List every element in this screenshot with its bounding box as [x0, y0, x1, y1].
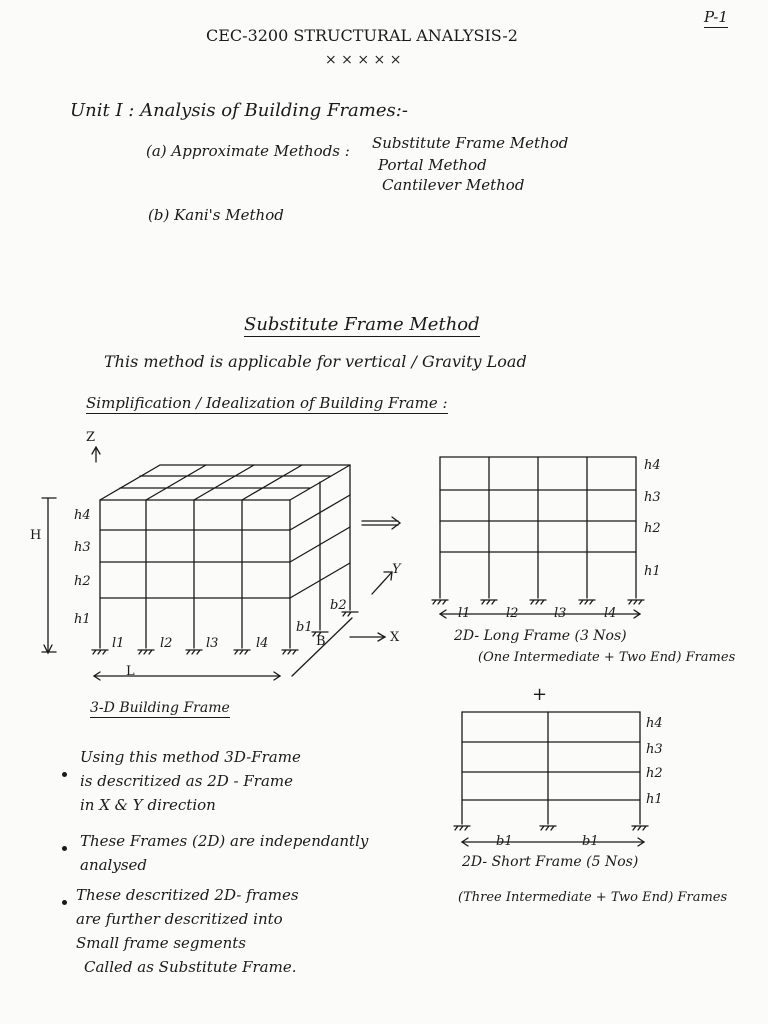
bullet-marker-1 [62, 772, 67, 777]
bay-label-l3: l3 [206, 636, 219, 651]
long-bay-l4: l4 [604, 606, 617, 621]
long-storey-h4: h4 [644, 458, 661, 473]
storey-label-h2: h2 [74, 574, 91, 589]
storey-label-h3: h3 [74, 540, 91, 555]
x-axis-label: X [390, 630, 400, 645]
short-bay-b1-left: b1 [496, 834, 513, 849]
bullet-marker-3 [62, 900, 67, 905]
breadth-label: B [316, 634, 326, 649]
simplification-heading: Simplification / Idealization of Building Frame : [86, 394, 448, 412]
page-number: P-1 [704, 8, 728, 26]
bay-label-l1: l1 [112, 636, 125, 651]
bullet-2-line-2: analysed [80, 856, 147, 874]
height-label: H [30, 528, 42, 543]
storey-label-h1: h1 [74, 612, 91, 627]
bullet-3-line-1: These descritized 2D- frames [76, 886, 299, 904]
plus-sign: + [532, 684, 548, 705]
bullet-1-line-1: Using this method 3D-Frame [80, 748, 301, 766]
kanis-method: (b) Kani's Method [148, 206, 284, 224]
short-storey-h2: h2 [646, 766, 663, 781]
section-title: Substitute Frame Method [244, 314, 480, 335]
long-bay-l1: l1 [458, 606, 471, 621]
frame3d-caption: 3-D Building Frame [90, 700, 230, 716]
building-frame-3d [42, 447, 400, 680]
star-divider: × × × × × [325, 52, 402, 68]
width-label-b2: b2 [330, 598, 347, 613]
bullet-marker-2 [62, 846, 67, 851]
bullet-3-line-4: Called as Substitute Frame. [84, 958, 297, 976]
bay-label-l2: l2 [160, 636, 173, 651]
short-frame-2d [454, 712, 648, 846]
storey-label-h4: h4 [74, 508, 91, 523]
bay-label-l4: l4 [256, 636, 269, 651]
method-substitute-frame: Substitute Frame Method [372, 134, 569, 152]
short-frame-caption: 2D- Short Frame (5 Nos) [462, 854, 639, 870]
bullet-3-line-2: are further descritized into [76, 910, 283, 928]
long-storey-h3: h3 [644, 490, 661, 505]
z-axis-label: Z [86, 430, 96, 445]
y-axis-label: Y [392, 562, 401, 577]
approximate-methods-label: (a) Approximate Methods : [146, 142, 350, 160]
bullet-3-line-3: Small frame segments [76, 934, 247, 952]
long-frame-2d [432, 457, 644, 618]
method-cantilever: Cantilever Method [382, 176, 525, 194]
length-label: L [126, 664, 135, 679]
short-storey-h3: h3 [646, 742, 663, 757]
long-storey-h2: h2 [644, 521, 661, 536]
bullet-1-line-3: in X & Y direction [80, 796, 216, 814]
bullet-1-line-2: is descritized as 2D - Frame [80, 772, 293, 790]
long-bay-l3: l3 [554, 606, 567, 621]
unit-title: Unit I : Analysis of Building Frames:- [70, 100, 408, 121]
intro-text: This method is applicable for vertical / Gravity Load [104, 352, 527, 371]
short-storey-h4: h4 [646, 716, 663, 731]
long-storey-h1: h1 [644, 564, 661, 579]
long-frame-subcaption: (One Intermediate + Two End) Frames [478, 650, 736, 665]
long-frame-caption: 2D- Long Frame (3 Nos) [454, 628, 627, 644]
short-frame-subcaption: (Three Intermediate + Two End) Frames [458, 890, 728, 905]
method-portal: Portal Method [378, 156, 487, 174]
short-storey-h1: h1 [646, 792, 663, 807]
bullet-2-line-1: These Frames (2D) are independantly [80, 832, 369, 850]
long-bay-l2: l2 [506, 606, 519, 621]
course-title: CEC-3200 STRUCTURAL ANALYSIS-2 [206, 26, 518, 45]
short-bay-b1-right: b1 [582, 834, 599, 849]
width-label-b1: b1 [296, 620, 313, 635]
